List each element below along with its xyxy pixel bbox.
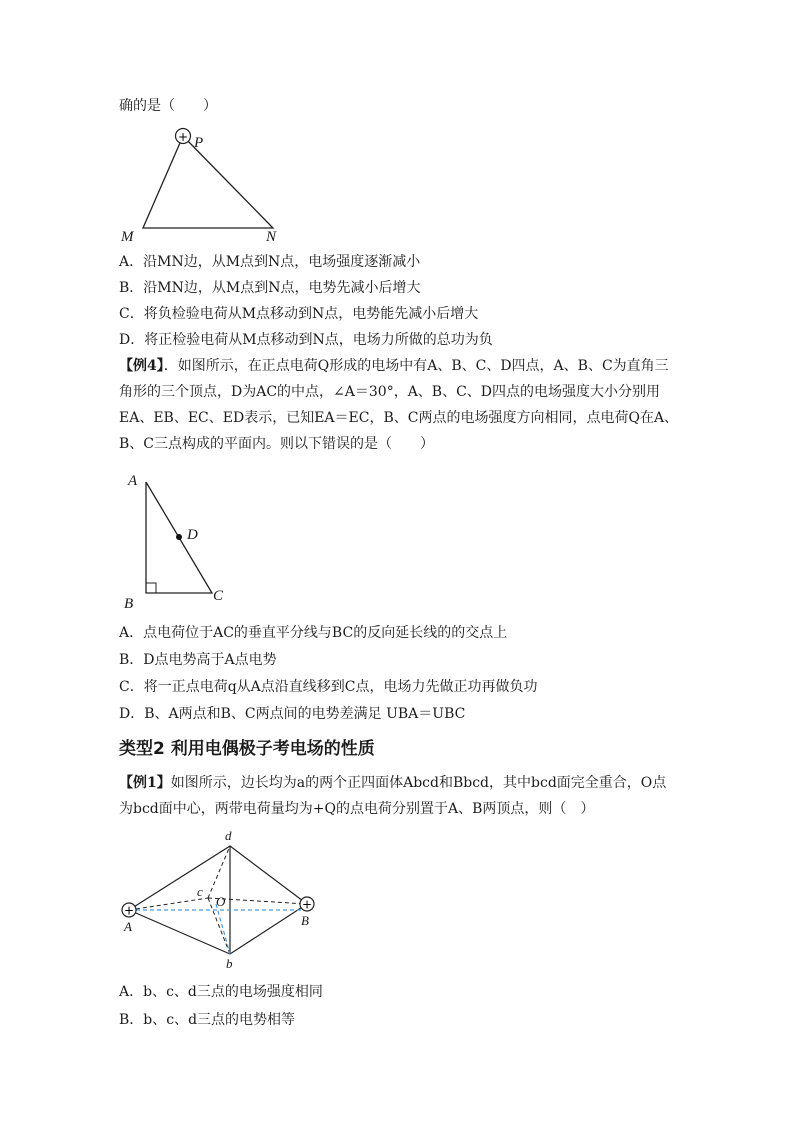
option-a: A．沿MN边，从M点到N点，电场强度逐渐减小 [119, 254, 421, 270]
ex4-option-c: C．将一正点电荷q从A点沿直线移到C点，电场力先做正功再做负功 [119, 679, 538, 695]
example4-tag: 【例4】 [119, 358, 164, 374]
label-p: P [194, 135, 204, 151]
option-b: B．沿MN边，从M点到N点，电势先减小后增大 [119, 280, 421, 296]
option-d: D．将正检验电荷从M点移动到N点，电场力所做的总功为负 [119, 332, 493, 348]
type2-example1-text: 如图所示，边长均为a的两个正四面体Abcd和Bbcd，其中bcd面完全重合，O点为bcd面中心，两带电荷量均为+Q的点电荷分别置于A、B两顶点，则（ ） [119, 775, 667, 817]
label-c-vertex: c [197, 884, 203, 899]
charge-plus-symbol: + [177, 130, 189, 144]
type2-option-b: B．b、c、d三点的电势相等 [119, 1012, 296, 1028]
ex4-option-b: B．D点电势高于A点电势 [119, 652, 277, 668]
type2-option-a: A．b、c、d三点的电场强度相同 [119, 984, 323, 1000]
label-d-vertex: d [225, 828, 232, 843]
label-n: N [266, 229, 277, 245]
label-o-center: O [216, 894, 226, 909]
type2-example1-tag: 【例1】 [119, 775, 171, 791]
label-m: M [121, 229, 134, 245]
triangle-pmn-figure [110, 120, 300, 250]
ex4-option-d: D．B、A两点和B、C两点间的电势差满足 UBA＝UBC [119, 706, 466, 722]
tetrahedron-figure [110, 826, 340, 976]
ex4-option-a: A．点电荷位于AC的垂直平分线与BC的反向延长线的的交点上 [119, 625, 508, 641]
charge-a-plus: + [123, 903, 135, 918]
label-c: C [213, 588, 224, 604]
question-stem-tail: 确的是（ ） [119, 98, 217, 114]
option-c: C．将负检验电荷从M点移动到N点，电势能先减小后增大 [119, 306, 479, 322]
label-a-vertex: A [124, 919, 132, 934]
label-b-lower-vertex: b [226, 956, 233, 971]
point-d-dot [176, 534, 182, 540]
example4-text: ．如图所示，在正点电荷Q形成的电场中有A、B、C、D四点，A、B、C为直角三角形的三个顶点，D为AC的中点，∠A＝30°，A、B、C、D四点的电场强度大小分别用EA、EB、EC、ED表示，已知EA＝EC，B、C两点的电场强度方向相同，点电荷Q在A、B、C三点构成的平面内。则以下错误的是（ ） [119, 358, 679, 452]
charge-b-plus: + [301, 897, 313, 912]
example4-stem [119, 353, 679, 457]
section-heading: 类型2 利用电偶极子考电场的性质 [119, 739, 375, 759]
label-a: A [128, 473, 138, 489]
label-b-vertex: B [301, 913, 309, 928]
type2-example1-stem [119, 770, 679, 822]
label-d: D [187, 527, 198, 543]
right-triangle-abc-figure [120, 470, 240, 615]
label-b: B [124, 596, 134, 612]
